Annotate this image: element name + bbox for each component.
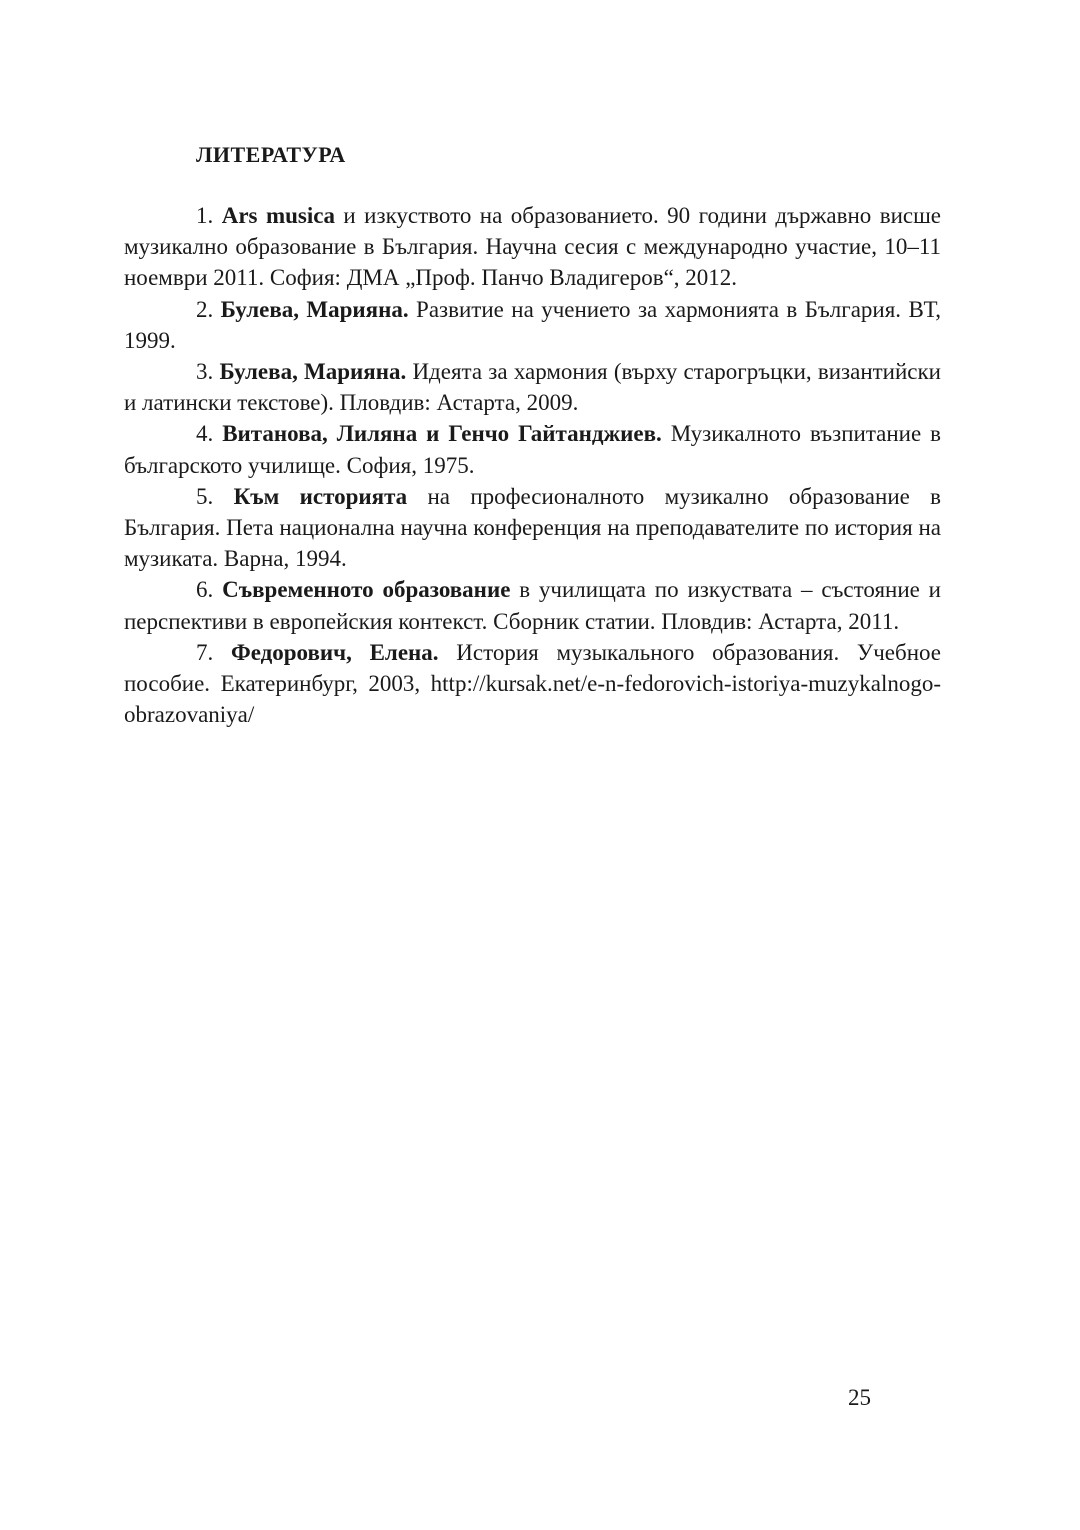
reference-item (124, 637, 941, 731)
reference-title: Булева, Марияна. (220, 296, 409, 322)
reference-text: Развитие на учението за хармонията в България. ВТ, 1999. (124, 296, 941, 353)
reference-number: 7. (196, 639, 214, 665)
page-heading: ЛИТЕРАТУРА (196, 142, 346, 167)
reference-text: Идеята за хармония (върху старогръцки, византийски и латински текстове). Пловдив: Астарта, 2009. (124, 359, 941, 416)
reference-number: 6. (196, 577, 214, 603)
page-number: 25 (848, 1385, 871, 1410)
reference-number: 2. (196, 296, 214, 322)
reference-item (124, 294, 941, 356)
reference-title: Към историята (233, 483, 408, 509)
reference-title: Съвременното образование (222, 577, 511, 603)
reference-text: на професионалното музикално образование в България. Пета национална научна конференция на преподавателите по история на музиката. Варна, 1994. (124, 483, 942, 572)
reference-number: 5. (196, 483, 214, 509)
reference-number: 4. (196, 421, 214, 447)
reference-text: и изкуството на образованието. 90 години държавно висше музикално образование в България. Научна сесия с международно участие, 10–11 ноември 2011. София: ДМА „Проф. Панчо Владигеров“, 2012. (124, 203, 942, 291)
reference-item (124, 481, 941, 575)
reference-title: Булева, Марияна. (219, 359, 407, 385)
reference-number: 1. (196, 203, 214, 228)
reference-title: Витанова, Лиляна и Генчо Гайтанджиев. (222, 421, 662, 447)
reference-list (124, 200, 941, 730)
reference-item (124, 418, 941, 480)
reference-text: Музикалното възпитание в българското училище. София, 1975. (124, 421, 942, 478)
reference-text: История музыкального образования. Учебное пособие. Екатеринбург, 2003, http://kursak.net/e-n-fedorovich-istoriya-muzykalnogo-obrazovaniya/ (124, 639, 941, 728)
reference-item (124, 574, 941, 636)
reference-title: Федорович, Елена. (230, 639, 439, 665)
reference-title: Ars musica (221, 203, 335, 228)
reference-number: 3. (196, 359, 214, 385)
reference-item (124, 200, 941, 294)
reference-item (124, 356, 941, 418)
reference-text: в училищата по изкуствата – състояние и перспективи в европейския контекст. Сборник статии. Пловдив: Астарта, 2011. (124, 577, 941, 634)
